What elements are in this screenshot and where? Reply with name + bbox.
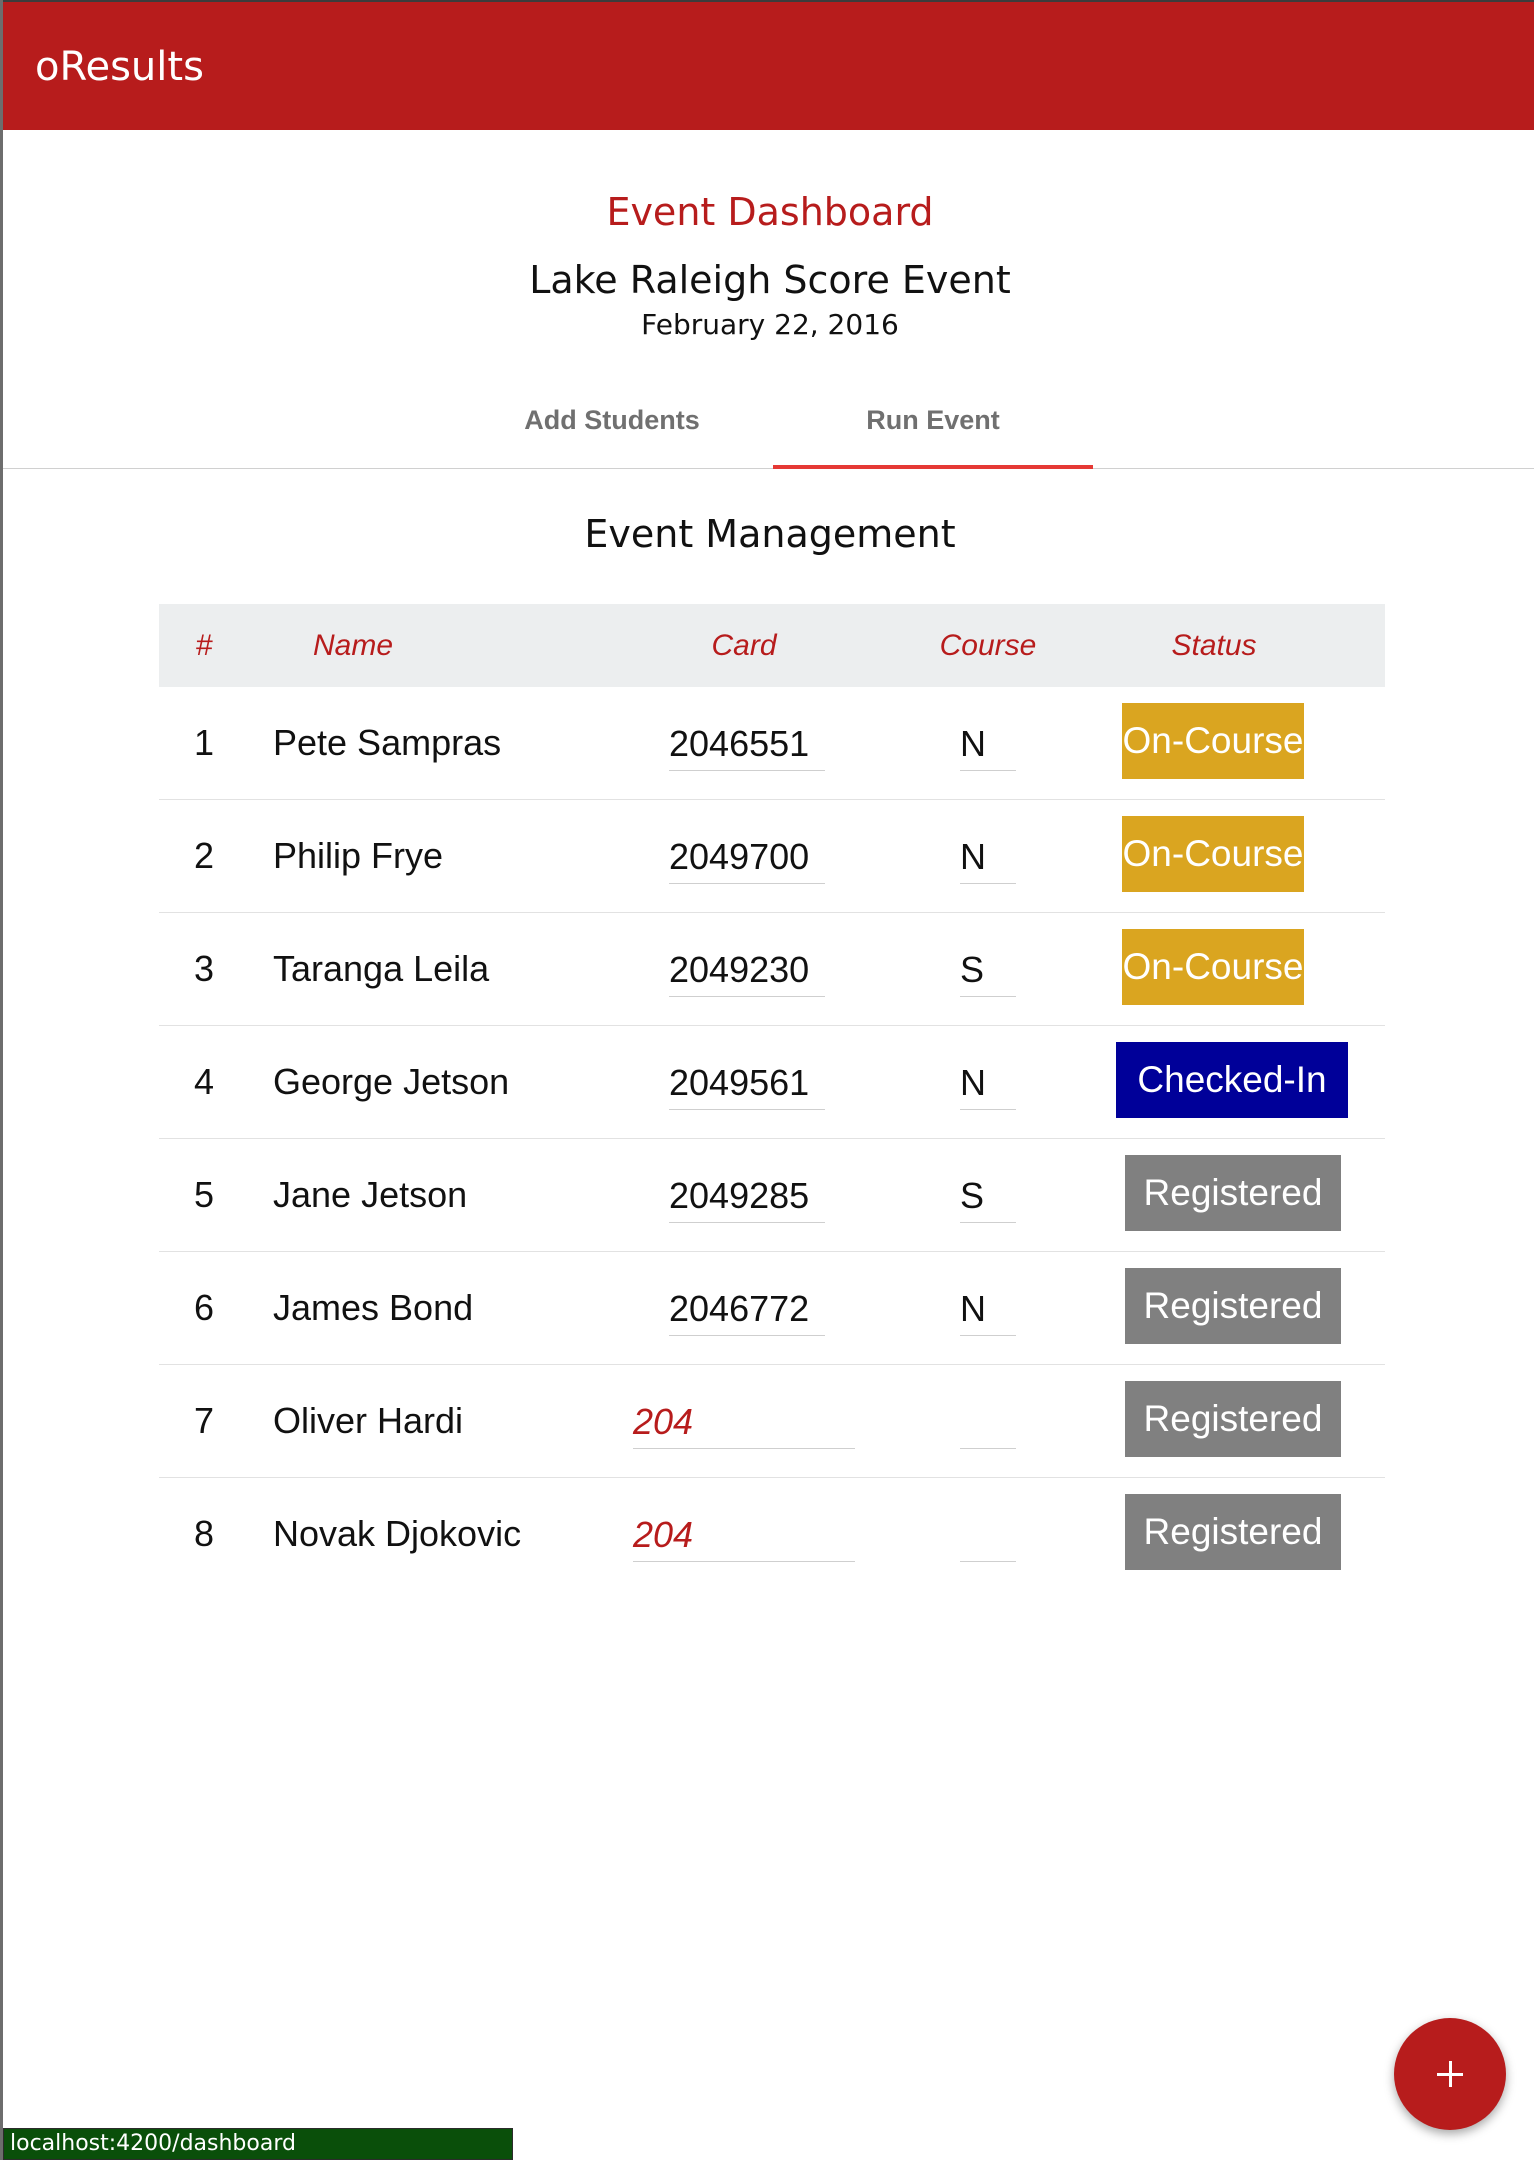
app-toolbar	[3, 0, 1534, 130]
status-badge[interactable]: Registered	[1125, 1381, 1341, 1457]
row-number: 8	[193, 1513, 215, 1554]
student-name: Oliver Hardi	[273, 1400, 464, 1441]
row-number: 7	[193, 1400, 215, 1441]
table-row	[159, 913, 1385, 1026]
course-input[interactable]: N	[960, 1056, 1016, 1110]
table-row	[159, 1139, 1385, 1252]
course-input[interactable]: S	[960, 1169, 1016, 1223]
course-input[interactable]: S	[960, 943, 1016, 997]
table-row	[159, 1365, 1385, 1478]
student-name: James Bond	[273, 1287, 474, 1328]
row-number: 2	[193, 835, 215, 876]
column-header-card: Card	[711, 629, 777, 662]
card-input[interactable]: 204	[633, 1508, 855, 1562]
card-input[interactable]: 2049700	[669, 830, 825, 884]
app-title[interactable]: oResults	[35, 44, 204, 90]
event-name: Lake Raleigh Score Event	[529, 258, 1011, 302]
status-badge[interactable]: Registered	[1125, 1155, 1341, 1231]
add-fab-button[interactable]	[1394, 2018, 1506, 2130]
tab-run-event-label: Run Event	[866, 405, 1000, 435]
plus-icon-vertical	[1449, 2061, 1452, 2087]
card-input[interactable]: 2049285	[669, 1169, 825, 1223]
status-badge[interactable]: Registered	[1125, 1268, 1341, 1344]
active-tab-indicator	[773, 465, 1093, 469]
course-input[interactable]: N	[960, 717, 1016, 771]
student-name: Pete Sampras	[273, 722, 502, 763]
card-cell	[633, 800, 855, 912]
row-number: 5	[193, 1174, 215, 1215]
table-row	[159, 1026, 1385, 1139]
event-date: February 22, 2016	[641, 308, 899, 341]
student-name: Philip Frye	[273, 835, 444, 876]
student-name: Novak Djokovic	[273, 1513, 522, 1554]
browser-status-url: localhost:4200/dashboard	[3, 2128, 513, 2160]
section-title: Event Management	[584, 512, 956, 556]
tab-run-event[interactable]	[773, 400, 1093, 468]
row-number: 1	[193, 722, 215, 763]
card-cell	[633, 1478, 855, 1590]
card-cell	[633, 1252, 855, 1364]
table-row	[159, 800, 1385, 913]
course-input[interactable]	[960, 1395, 1016, 1449]
card-cell	[633, 687, 855, 799]
row-number: 6	[193, 1287, 215, 1328]
table-header	[159, 604, 1385, 687]
card-cell	[633, 1365, 855, 1477]
card-input[interactable]: 204	[633, 1395, 855, 1449]
card-cell	[633, 1026, 855, 1138]
column-header-course: Course	[939, 629, 1037, 662]
card-input[interactable]: 2049561	[669, 1056, 825, 1110]
row-number: 4	[193, 1061, 215, 1102]
card-cell	[633, 913, 855, 1025]
status-badge[interactable]: On-Course	[1122, 816, 1304, 892]
tab-bar	[3, 400, 1534, 469]
card-input[interactable]: 2049230	[669, 943, 825, 997]
row-number: 3	[193, 948, 215, 989]
table-row	[159, 1478, 1385, 1590]
status-badge[interactable]: Registered	[1125, 1494, 1341, 1570]
event-table	[159, 604, 1385, 1590]
table-row	[159, 1252, 1385, 1365]
student-name: Taranga Leila	[273, 948, 490, 989]
status-badge[interactable]: On-Course	[1122, 703, 1304, 779]
course-input[interactable]: N	[960, 1282, 1016, 1336]
student-name: George Jetson	[273, 1061, 510, 1102]
tab-add-students[interactable]: Add Students	[524, 405, 700, 435]
status-badge[interactable]: Checked-In	[1116, 1042, 1348, 1118]
course-input[interactable]: N	[960, 830, 1016, 884]
column-header-name: Name	[312, 629, 394, 662]
column-header-status: Status	[1171, 629, 1257, 662]
card-input[interactable]: 2046551	[669, 717, 825, 771]
card-cell	[633, 1139, 855, 1251]
student-name: Jane Jetson	[273, 1174, 468, 1215]
page-title: Event Dashboard	[606, 190, 934, 234]
column-header-number: #	[195, 629, 213, 662]
status-badge[interactable]: On-Course	[1122, 929, 1304, 1005]
card-input[interactable]: 2046772	[669, 1282, 825, 1336]
course-input[interactable]	[960, 1508, 1016, 1562]
table-row	[159, 687, 1385, 800]
